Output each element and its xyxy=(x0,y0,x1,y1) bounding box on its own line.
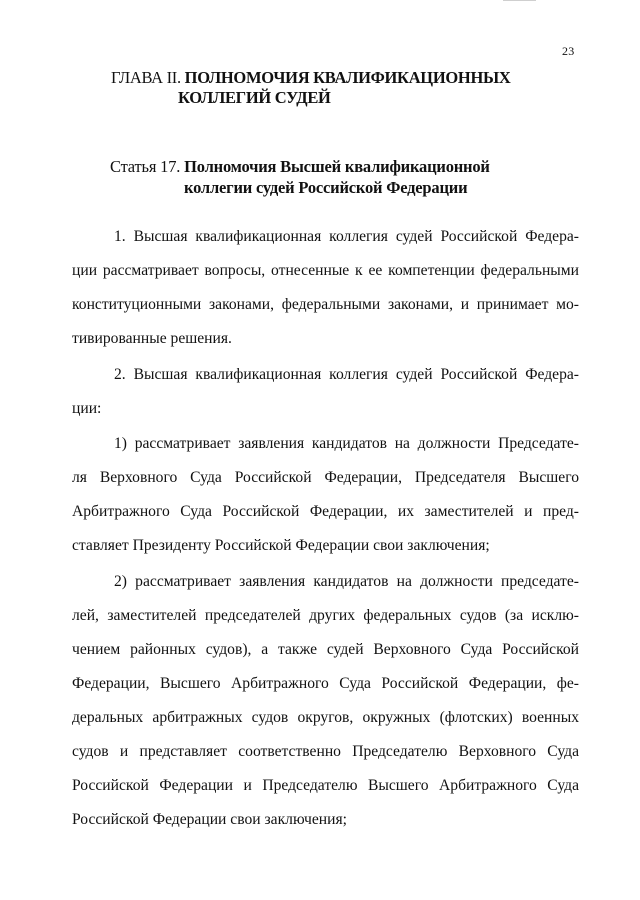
paragraph-line: 1) рассматривает заявления кандидатов на должности Председате- xyxy=(114,435,579,452)
paragraph-line: лей, заместителей председателей других федеральных судов (за исклю- xyxy=(72,607,579,624)
paragraph-line: ля Верховного Суда Российской Федерации, Председателя Высшего xyxy=(72,469,579,486)
chapter-heading xyxy=(111,68,581,108)
paragraph-line: ции: xyxy=(72,400,102,417)
scan-edge-line xyxy=(503,0,536,1)
paragraph-line: Федерации, Высшего Арбитражного Суда Российской Федерации, фе- xyxy=(72,675,579,692)
chapter-title-line-2: КОЛЛЕГИЙ СУДЕЙ xyxy=(178,88,331,107)
chapter-label: ГЛАВА II. xyxy=(111,68,181,87)
chapter-title-line-1: ПОЛНОМОЧИЯ КВАЛИФИКАЦИОННЫХ xyxy=(184,68,511,87)
paragraph-line: Арбитражного Суда Российской Федерации, их заместителей и пред- xyxy=(72,503,579,520)
paragraph-line: деральных арбитражных судов округов, окружных (флотских) военных xyxy=(72,709,579,726)
article-title-line-2: коллегии судей Российской Федерации xyxy=(184,178,468,197)
paragraph-3 xyxy=(72,434,579,570)
paragraph-line: судов и представляет соответственно Председателю Верховного Суда xyxy=(72,743,579,760)
paragraph-line: тивированные решения. xyxy=(72,330,232,347)
page-number: 23 xyxy=(562,44,575,58)
paragraph-4 xyxy=(72,572,579,844)
paragraph-line: конституционными законами, федеральными законами, и принимает мо- xyxy=(72,296,579,313)
paragraph-line: Российской Федерации свои заключения; xyxy=(72,811,347,828)
paragraph-line: ставляет Президенту Российской Федерации свои заключения; xyxy=(72,537,490,554)
paragraph-1 xyxy=(72,227,579,363)
paragraph-line: ции рассматривает вопросы, отнесенные к ее компетенции федеральными xyxy=(72,262,579,279)
paragraph-line: 2) рассматривает заявления кандидатов на должности председате- xyxy=(114,573,579,590)
article-title-line-1: Полномочия Высшей квалификационной xyxy=(184,157,490,176)
article-label: Статья 17. xyxy=(110,157,181,176)
paragraph-2 xyxy=(72,365,579,433)
paragraph-line: 1. Высшая квалификационная коллегия судей Российской Федера- xyxy=(114,228,579,245)
article-heading xyxy=(110,156,580,198)
paragraph-line: чением районных судов), а также судей Верховного Суда Российской xyxy=(72,641,579,658)
paragraph-line: Российской Федерации и Председателю Высшего Арбитражного Суда xyxy=(72,777,579,794)
paragraph-line: 2. Высшая квалификационная коллегия судей Российской Федера- xyxy=(114,366,579,383)
